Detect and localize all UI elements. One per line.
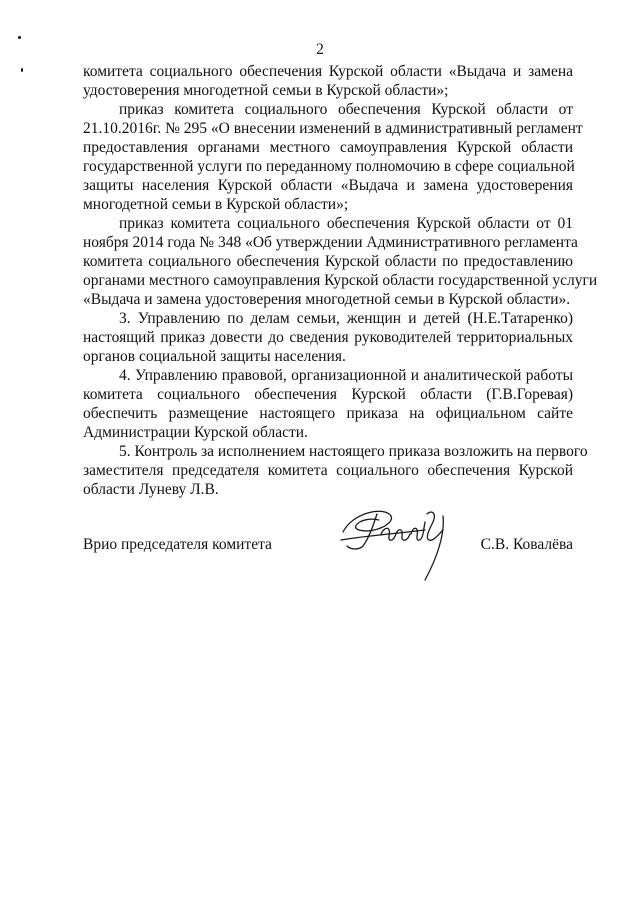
paragraph (83, 309, 573, 366)
page-number: 2 (316, 41, 324, 58)
text-line: ноября 2014 года № 348 «Об утверждении Административного регламента (83, 234, 578, 251)
text-line: комитета социального обеспечения Курской области «Выдача и замена (83, 63, 573, 80)
text-line: органов социальной защиты населения. (83, 348, 346, 365)
text-line: обеспечить размещение настоящего приказа на официальном сайте (83, 405, 573, 422)
text-line: государственной услуги по переданному полномочию в сфере социальной (83, 158, 575, 175)
text-line: Администрации Курской области. (83, 424, 308, 441)
paragraph (83, 62, 573, 100)
text-line: 4. Управлению правовой, организационной и аналитической работы (119, 367, 573, 384)
text-line: заместителя председателя комитета социального обеспечения Курской (83, 462, 573, 479)
text-line: защиты населения Курской области «Выдача и замена удостоверения (83, 177, 573, 194)
text-line: удостоверения многодетной семьи в Курской области»; (83, 82, 449, 99)
text-line: многодетной семьи в Курской области»; (83, 196, 349, 213)
signatory-title: Врио председателя комитета (83, 536, 272, 553)
paragraph (83, 442, 588, 499)
paragraph (83, 100, 583, 214)
signature-block (83, 500, 573, 600)
text-line: настоящий приказ довести до сведения руководителей территориальных (83, 329, 573, 346)
text-line: комитета социального обеспечения Курской области по предоставлению (83, 253, 573, 270)
paragraph (83, 366, 573, 442)
text-line: приказ комитета социального обеспечения Курской области от (119, 101, 573, 118)
text-line: «Выдача и замена удостоверения многодетной семьи в Курской области». (83, 291, 571, 308)
text-line: приказ комитета социального обеспечения Курской области от 01 (119, 215, 573, 232)
signatory-name: С.В. Ковалёва (480, 536, 573, 553)
text-line: 5. Контроль за исполнением настоящего приказа возложить на первого (119, 443, 588, 460)
document-body (83, 62, 598, 499)
text-line: предоставления органами местного самоуправления Курской области (83, 139, 573, 156)
text-line: 21.10.2016г. № 295 «О внесении изменений в административный регламент (83, 120, 583, 137)
handwritten-signature (333, 500, 463, 590)
scan-dot (21, 68, 23, 72)
text-line: области Луневу Л.В. (83, 481, 219, 498)
paragraph (83, 214, 598, 309)
text-line: органами местного самоуправления Курской области государственной услуги (83, 272, 598, 289)
text-line: 3. Управлению по делам семьи, женщин и детей (Н.Е.Татаренко) (119, 310, 573, 327)
text-line: комитета социального обеспечения Курской области (Г.В.Горевая) (83, 386, 573, 403)
scan-dot (18, 36, 21, 39)
